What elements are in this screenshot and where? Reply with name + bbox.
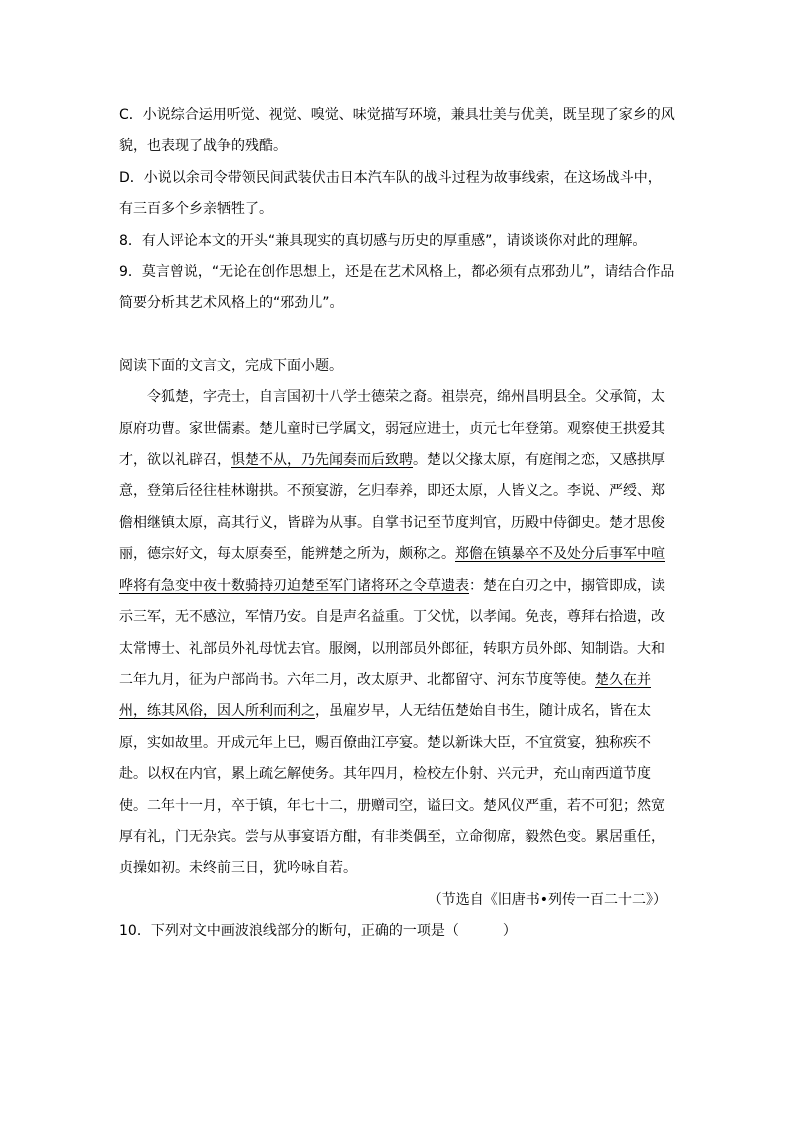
q7-option-c: C．小说综合运用听觉、视觉、嗅觉、味觉描写环境，兼具壮美与优美，既呈现了家乡的风貌，也表现了战争的残酷。 (119, 107, 675, 155)
question-10-close: ） (502, 923, 517, 940)
passage-source: （节选自《旧唐书•列传一百二十二》） (427, 891, 667, 908)
underlined-sentence-2: 楚久在并州，练其风俗，因人所利而利之 (119, 671, 651, 720)
question-9: 9．莫言曾说，“无论在创作思想上，还是在艺术风格上，都必须有点邪劲儿”，请结合作品简要分析其艺术风格上的“邪劲儿”。 (119, 264, 675, 312)
classical-passage (119, 382, 675, 885)
wavy-underlined-sentence: 郑儋在镇暴卒不及处分后事军中喧哗将有急变中夜十数骑持刃迫楚至军门诸将环之令草遗表 (119, 546, 665, 594)
underlined-sentence-1: 惧楚不从，乃先闻奏而后致聘 (231, 452, 413, 469)
section-gap (119, 320, 675, 351)
document-page (119, 100, 675, 948)
question-10 (119, 916, 675, 947)
q7-option-d: D．小说以余司令带领民间武装伏击日本汽车队的战斗过程为故事线索，在这场战斗中，有三百多个乡亲牺牲了。 (119, 169, 662, 218)
question-8: 8．有人评论本文的开头“兼具现实的真切感与历史的厚重感”，请谈谈你对此的理解。 (119, 232, 647, 249)
question-10-text: 10．下列对文中画波浪线部分的断句，正确的一项是（ (119, 923, 459, 940)
reading-intro: 阅读下面的文言文，完成下面小题。 (119, 357, 343, 374)
passage-part-4: ，虽雇岁早，人无结伍楚始自书生，随计成名，皆在太原，实如故里。开成元年上巳，赐百僚曲江亭宴。楚以新诛大臣，不宜赏宴，独称疾不赴。以权在内官，累上疏乞解使务。其年四月，检校左仆射、兴元尹，充山南西道节度使。二年十一月，卒于镇，年七十二，册赠司空，谥曰文。楚风仪严重，若不可犯；然宽厚有礼，门无杂宾。尝与从事宴语方酣，有非类偶至，立命彻席，毅然色变。累居重任，贞操如初。未终前三日，犹吟咏自若。 (119, 703, 665, 877)
passage-part-3: ：楚在白刃之中，搦管即成，读示三军，无不感泣，军情乃安。自是声名益重。丁父忧，以孝闻。免丧，尊拜右拾遗，改太常博士、礼部员外礼母忧去官。服阕，以刑部员外郎征，转职方员外郎、知制诰。大和二年九月，征为户部尚书。六年二月，改太原尹、北都留守、河东节度等使。 (119, 577, 665, 688)
passage-part-1: 令狐楚，字壳士，自言国初十八学士德荣之裔。祖崇亮，绵州昌明县全。父承简，太原府功曹。家世儒素。楚儿童时已学属文，弱冠应进士，贞元七年登第。观察使王拱爱其才，欲以礼辟召， (119, 389, 665, 469)
passage-part-2: 。楚以父掾太原，有庭闱之恋，又感拱厚意，登第后径往桂林谢拱。不预宴游，乞归奉养，即还太原，人皆义之。李说、严绶、郑儋相继镇太原，高其行义，皆辟为从事。自掌书记至节度判官，历殿中侍御史。楚才思俊丽，德宗好文，每太原奏至，能辨楚之所为，颇称之。 (119, 452, 665, 563)
